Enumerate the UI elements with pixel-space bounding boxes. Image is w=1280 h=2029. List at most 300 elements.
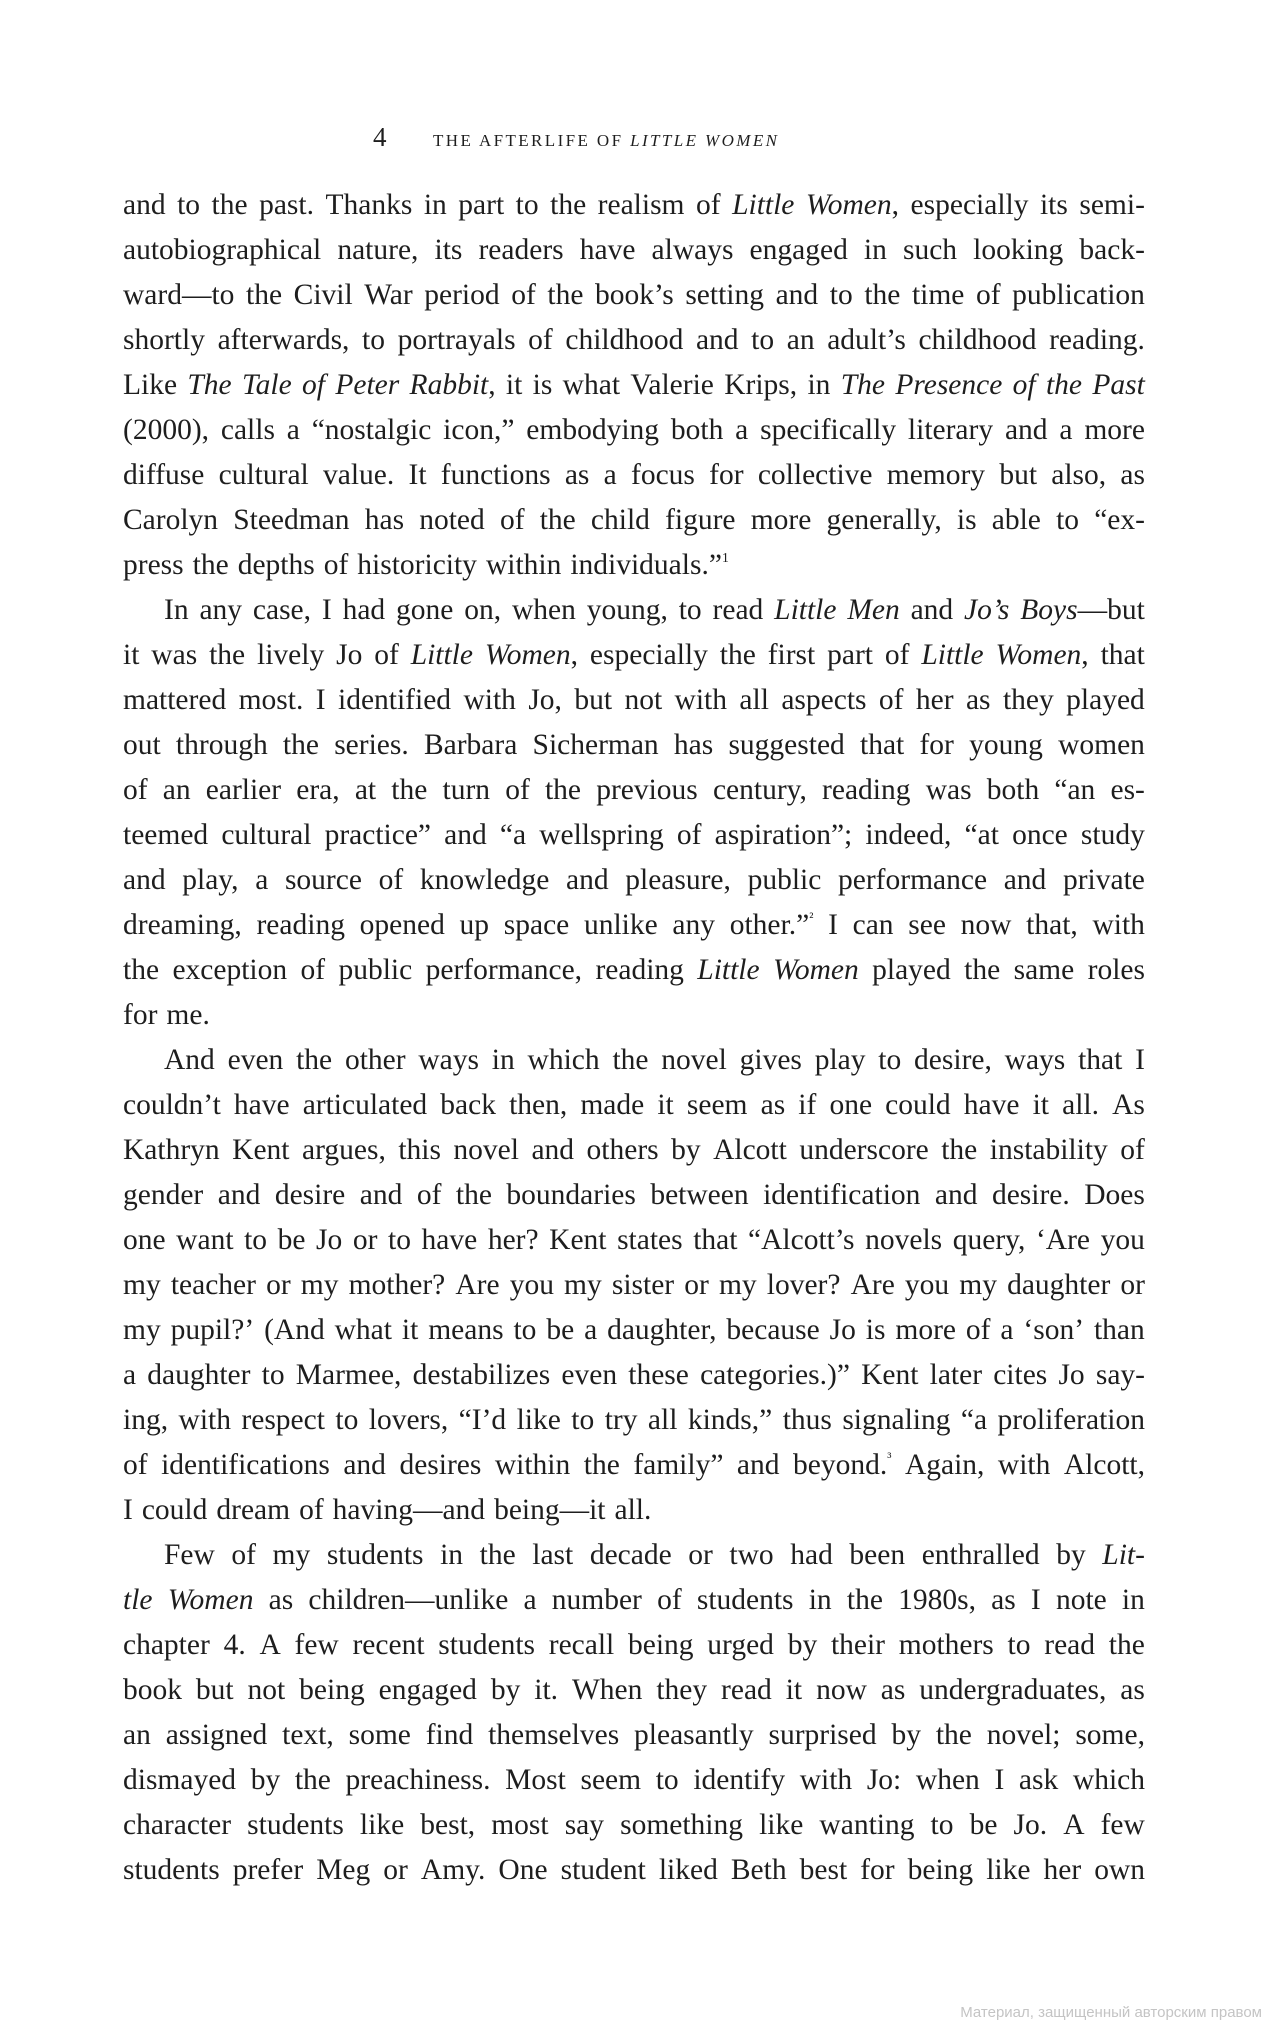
word: these [628, 1359, 689, 1391]
word: not [247, 1674, 286, 1706]
word: being—it [494, 1494, 606, 1526]
word: to [335, 1404, 359, 1436]
text-line [123, 858, 1145, 903]
word: being [299, 1674, 365, 1706]
word: they [1002, 684, 1054, 716]
word: also, [1051, 459, 1107, 491]
word: now [960, 909, 1012, 941]
text-line [123, 498, 1145, 543]
word: book [123, 1674, 182, 1706]
word: lovers, [368, 1404, 449, 1436]
word: of [505, 774, 530, 806]
word: I [1135, 1044, 1145, 1076]
word: read [721, 1674, 772, 1706]
text-line [123, 1038, 1145, 1083]
word: her [915, 684, 954, 716]
word: the [294, 1764, 331, 1796]
word: it [1032, 1089, 1049, 1121]
word: read [1044, 1629, 1096, 1661]
word: roles [1087, 954, 1145, 986]
word: back [440, 1089, 496, 1121]
word: the [719, 639, 756, 671]
word: students [438, 1629, 535, 1661]
word: being [907, 1854, 974, 1886]
word: as [268, 1584, 294, 1616]
word: played [1066, 684, 1145, 716]
word: and [1004, 414, 1048, 446]
word: to [515, 189, 539, 221]
word: by [787, 1629, 818, 1661]
word: cultural [218, 459, 309, 491]
word: wellspring [539, 819, 664, 851]
running-title [433, 131, 779, 151]
word: of [378, 864, 404, 896]
word: later [929, 1359, 983, 1391]
word: it [401, 1314, 419, 1346]
word: and [343, 1449, 386, 1481]
word: identification [763, 1179, 921, 1211]
word: Like [123, 369, 178, 401]
word: some, [1075, 1719, 1145, 1751]
word: as [965, 684, 991, 716]
word: novels [865, 1224, 943, 1256]
word: ing, [123, 1404, 169, 1436]
word: performance [838, 864, 988, 896]
word: “I’d [458, 1404, 507, 1436]
word: an [123, 1719, 151, 1751]
word: in [807, 369, 831, 401]
word: than [1093, 1314, 1145, 1346]
word: argues, [301, 1134, 386, 1166]
word: for [709, 459, 744, 491]
text-line [123, 183, 1145, 228]
word: past. [259, 189, 314, 221]
word: of [123, 774, 148, 806]
word: generally, [826, 504, 942, 536]
word: or [266, 1269, 291, 1301]
word: the [1045, 369, 1082, 401]
word: Carolyn [123, 504, 219, 536]
word: opened [359, 909, 445, 941]
word: adult’s [827, 324, 906, 356]
word: the [550, 189, 587, 221]
word: of [884, 639, 910, 671]
word: in [863, 234, 887, 266]
word: of [374, 639, 399, 671]
word: of [123, 1449, 148, 1481]
word: to [244, 1224, 268, 1256]
word: destabilizes [412, 1359, 551, 1391]
word: states [617, 1224, 683, 1256]
word: students [123, 1854, 220, 1886]
word: try [604, 1404, 638, 1436]
word: Jo, [528, 684, 562, 716]
word: practice” [324, 819, 432, 851]
word: like [986, 1854, 1031, 1886]
word: The [840, 369, 885, 401]
body-text [123, 183, 1145, 1893]
word: and [123, 864, 166, 896]
word: Barbara [423, 729, 518, 761]
word: space [503, 909, 570, 941]
word: that, [1026, 909, 1078, 941]
text-line [123, 993, 1145, 1038]
word: Beth [730, 1854, 787, 1886]
word: pleasantly [634, 1719, 754, 1751]
word: wanting [819, 1809, 915, 1841]
text-line [123, 1128, 1145, 1173]
word: the [941, 1134, 978, 1166]
word: one [829, 1089, 873, 1121]
word: has [673, 729, 714, 761]
word: of [300, 954, 326, 986]
word: say [564, 1809, 605, 1841]
word: that [860, 729, 905, 761]
word: to [930, 1809, 954, 1841]
word: Thanks [325, 189, 413, 221]
word: family” [633, 1449, 724, 1481]
word: has [364, 504, 405, 536]
word: when [915, 1764, 980, 1796]
word: been [849, 1539, 906, 1571]
text-line [123, 1353, 1145, 1398]
word: and [531, 1134, 575, 1166]
word: its [1039, 189, 1068, 221]
word: on, [464, 594, 502, 626]
word: one [123, 1224, 166, 1256]
word: my [272, 1539, 311, 1571]
word: respect [241, 1404, 325, 1436]
word: a [123, 1359, 137, 1391]
word: at [354, 774, 377, 806]
word: note [1055, 1584, 1107, 1616]
word: and [775, 279, 819, 311]
word: of [965, 1314, 991, 1346]
word: afterwards, [217, 324, 350, 356]
word: dreaming, [123, 909, 242, 941]
word: as [880, 1674, 906, 1706]
word: Are [850, 1269, 895, 1301]
word: with [674, 684, 727, 716]
word: 4. [223, 1629, 246, 1661]
word: the [296, 1044, 333, 1076]
word: articulated [302, 1089, 428, 1121]
word: it [657, 1089, 674, 1121]
word: but [574, 684, 613, 716]
word: the [192, 549, 229, 581]
word: chapter [123, 1629, 210, 1661]
word: Kent [549, 1224, 607, 1256]
word: ways [1004, 1044, 1066, 1076]
word: and [123, 189, 166, 221]
word: shortly [123, 324, 205, 356]
word: by [671, 1134, 701, 1166]
word: students [696, 1584, 794, 1616]
word: more [750, 504, 812, 536]
word: what [562, 369, 621, 401]
word: my [123, 1269, 161, 1301]
word: and [1003, 864, 1047, 896]
word: of [231, 1539, 256, 1571]
word: functions [440, 459, 551, 491]
word: instability [989, 1134, 1108, 1166]
word: first [767, 639, 816, 671]
word: looking [973, 234, 1064, 266]
word: such [902, 234, 958, 266]
word: to [177, 189, 201, 221]
word: any [199, 594, 243, 626]
word: my [123, 1314, 161, 1346]
word: War [364, 279, 413, 311]
word: it [785, 1674, 803, 1706]
word: portrayals [397, 324, 516, 356]
text-line [123, 678, 1145, 723]
word: a [523, 1584, 537, 1616]
word: period [424, 279, 500, 311]
text-line [123, 948, 1145, 993]
word: earlier [205, 774, 282, 806]
text-line [123, 1173, 1145, 1218]
word: lover? [766, 1269, 841, 1301]
word: of [302, 369, 325, 401]
word: press [123, 549, 184, 581]
word: made [580, 1089, 645, 1121]
word: of [323, 549, 349, 581]
word: mattered [123, 684, 227, 716]
word: ask [1018, 1764, 1059, 1796]
word: any [672, 909, 716, 941]
word: Jo. [1013, 1809, 1048, 1841]
word: daughter [1007, 1269, 1111, 1301]
word: source [284, 864, 362, 896]
word: two [729, 1539, 774, 1571]
word: Past [1092, 369, 1145, 401]
word: Kent [232, 1134, 290, 1166]
word: and [695, 324, 739, 356]
word: daughter, [607, 1314, 717, 1346]
word: more [1084, 414, 1145, 446]
word: series. [334, 729, 409, 761]
word: Meg [316, 1854, 371, 1886]
word: “a [960, 1404, 988, 1436]
word: always [651, 234, 734, 266]
word: I [994, 1764, 1005, 1796]
word: Kathryn [123, 1134, 220, 1166]
word: reading [822, 774, 911, 806]
word: A [259, 1629, 281, 1661]
word: is [865, 1314, 886, 1346]
word: within [494, 1449, 571, 1481]
word: have [421, 1224, 478, 1256]
word: Few [164, 1539, 215, 1571]
word: urged [707, 1629, 774, 1661]
word: the [583, 1449, 620, 1481]
word: had [342, 594, 386, 626]
word: being [628, 1629, 694, 1661]
word: the [455, 1179, 492, 1211]
word: or [383, 1854, 408, 1886]
word: lively [257, 639, 325, 671]
word: The [187, 369, 232, 401]
word: to [655, 1764, 679, 1796]
word: Valerie [630, 369, 714, 401]
word: book’s [595, 279, 674, 311]
word: is [956, 504, 977, 536]
word: calls [220, 414, 275, 446]
word: they [656, 1674, 708, 1706]
word: When [571, 1674, 643, 1706]
word: especially [910, 189, 1029, 221]
word: sister [611, 1269, 675, 1301]
word: my [718, 1269, 757, 1301]
word: era, [296, 774, 340, 806]
word: I [1030, 1584, 1041, 1616]
word: because [726, 1314, 820, 1346]
word: like [759, 1809, 804, 1841]
word: turn [442, 774, 491, 806]
word: In [164, 594, 189, 626]
word: then, [509, 1089, 568, 1121]
word: to [751, 324, 775, 356]
text-line [123, 768, 1145, 813]
word: gone [396, 594, 454, 626]
word: engaged [378, 1674, 477, 1706]
text-line [123, 453, 1145, 498]
word: best, [420, 1809, 476, 1841]
word: to [261, 1359, 285, 1391]
word: to [829, 279, 853, 311]
word: specifically [760, 414, 897, 446]
word: surprised [768, 1719, 877, 1751]
word: others [586, 1134, 659, 1166]
word: women [1058, 729, 1145, 761]
text-line [123, 1623, 1145, 1668]
word: icon,” [443, 414, 515, 446]
word: an [162, 774, 191, 806]
word: that [1100, 639, 1145, 671]
word: teemed [123, 819, 209, 851]
word: as [991, 1584, 1016, 1616]
word: query, [952, 1224, 1026, 1256]
word: century, [712, 774, 807, 806]
text-line [123, 1758, 1145, 1803]
word: all. [614, 1494, 652, 1526]
word: Women [772, 954, 859, 986]
text-line [123, 1398, 1145, 1443]
word: teacher [170, 1269, 256, 1301]
text-line [123, 1488, 1145, 1533]
word: my [564, 1269, 602, 1301]
word: even [561, 1359, 618, 1391]
word: public [747, 864, 822, 896]
word: Again, [904, 1449, 985, 1481]
word: focus [631, 459, 695, 491]
word: to [878, 1044, 902, 1076]
word: identify [693, 1764, 786, 1796]
word: few [1100, 1809, 1145, 1841]
word: a [255, 864, 269, 896]
word: themselves [488, 1719, 620, 1751]
word: of [499, 504, 525, 536]
word: Jo’s [964, 594, 1010, 626]
word: time [911, 279, 965, 311]
word: study [1080, 819, 1145, 851]
text-line [123, 1668, 1145, 1713]
word: 1980s, [898, 1584, 976, 1616]
word: Rabbit, [409, 369, 496, 401]
word: Peter [335, 369, 400, 401]
word: of [696, 189, 721, 221]
text-line [123, 1218, 1145, 1263]
word: knowledge [419, 864, 550, 896]
word: I [123, 1494, 133, 1526]
word: the [846, 1584, 883, 1616]
word: is [532, 369, 553, 401]
word: categories.)” [700, 1359, 850, 1391]
word: assigned [165, 1719, 268, 1751]
word: or [352, 1224, 378, 1256]
word: her? [487, 1224, 539, 1256]
word: you [904, 1269, 950, 1301]
word: which [1072, 1764, 1145, 1796]
word: undergraduates, [919, 1674, 1107, 1706]
word: especially [589, 639, 708, 671]
word: once [1012, 819, 1068, 851]
word: Women [167, 1584, 254, 1616]
word: most [491, 1809, 549, 1841]
word: performance, [425, 954, 583, 986]
word: both [986, 774, 1040, 806]
word: was [925, 774, 972, 806]
word: identified [338, 684, 452, 716]
word: like [359, 1809, 405, 1841]
word: Does [1084, 1179, 1145, 1211]
word: a [1059, 414, 1073, 446]
word: the [864, 279, 901, 311]
word: Alcott, [1063, 1449, 1145, 1481]
word: Jo: [866, 1764, 902, 1796]
word: Marmee, [295, 1359, 402, 1391]
word: I [828, 909, 838, 941]
word: able [991, 504, 1041, 536]
word: suggested [728, 729, 845, 761]
word: through [175, 729, 268, 761]
word: or [684, 1269, 709, 1301]
running-head [373, 122, 779, 152]
word: and [565, 864, 609, 896]
word: seem [686, 1089, 748, 1121]
word: back- [1079, 234, 1145, 266]
word: Jo [829, 1314, 856, 1346]
word: semi- [1079, 189, 1145, 221]
word: of [416, 1179, 442, 1211]
word: of [1120, 1134, 1145, 1166]
word: between [650, 1179, 749, 1211]
word: embodying [526, 414, 660, 446]
word: for [123, 999, 158, 1031]
word: her [1043, 1854, 1082, 1886]
word: something [620, 1809, 744, 1841]
word: best [799, 1854, 848, 1886]
word: by [1056, 1539, 1086, 1571]
word: the [544, 774, 582, 806]
word: Jo [1058, 1359, 1085, 1391]
text-line [123, 273, 1145, 318]
word: prefer [232, 1854, 304, 1886]
word: like [516, 1404, 561, 1436]
word: have [579, 234, 636, 266]
word: most. [238, 684, 304, 716]
